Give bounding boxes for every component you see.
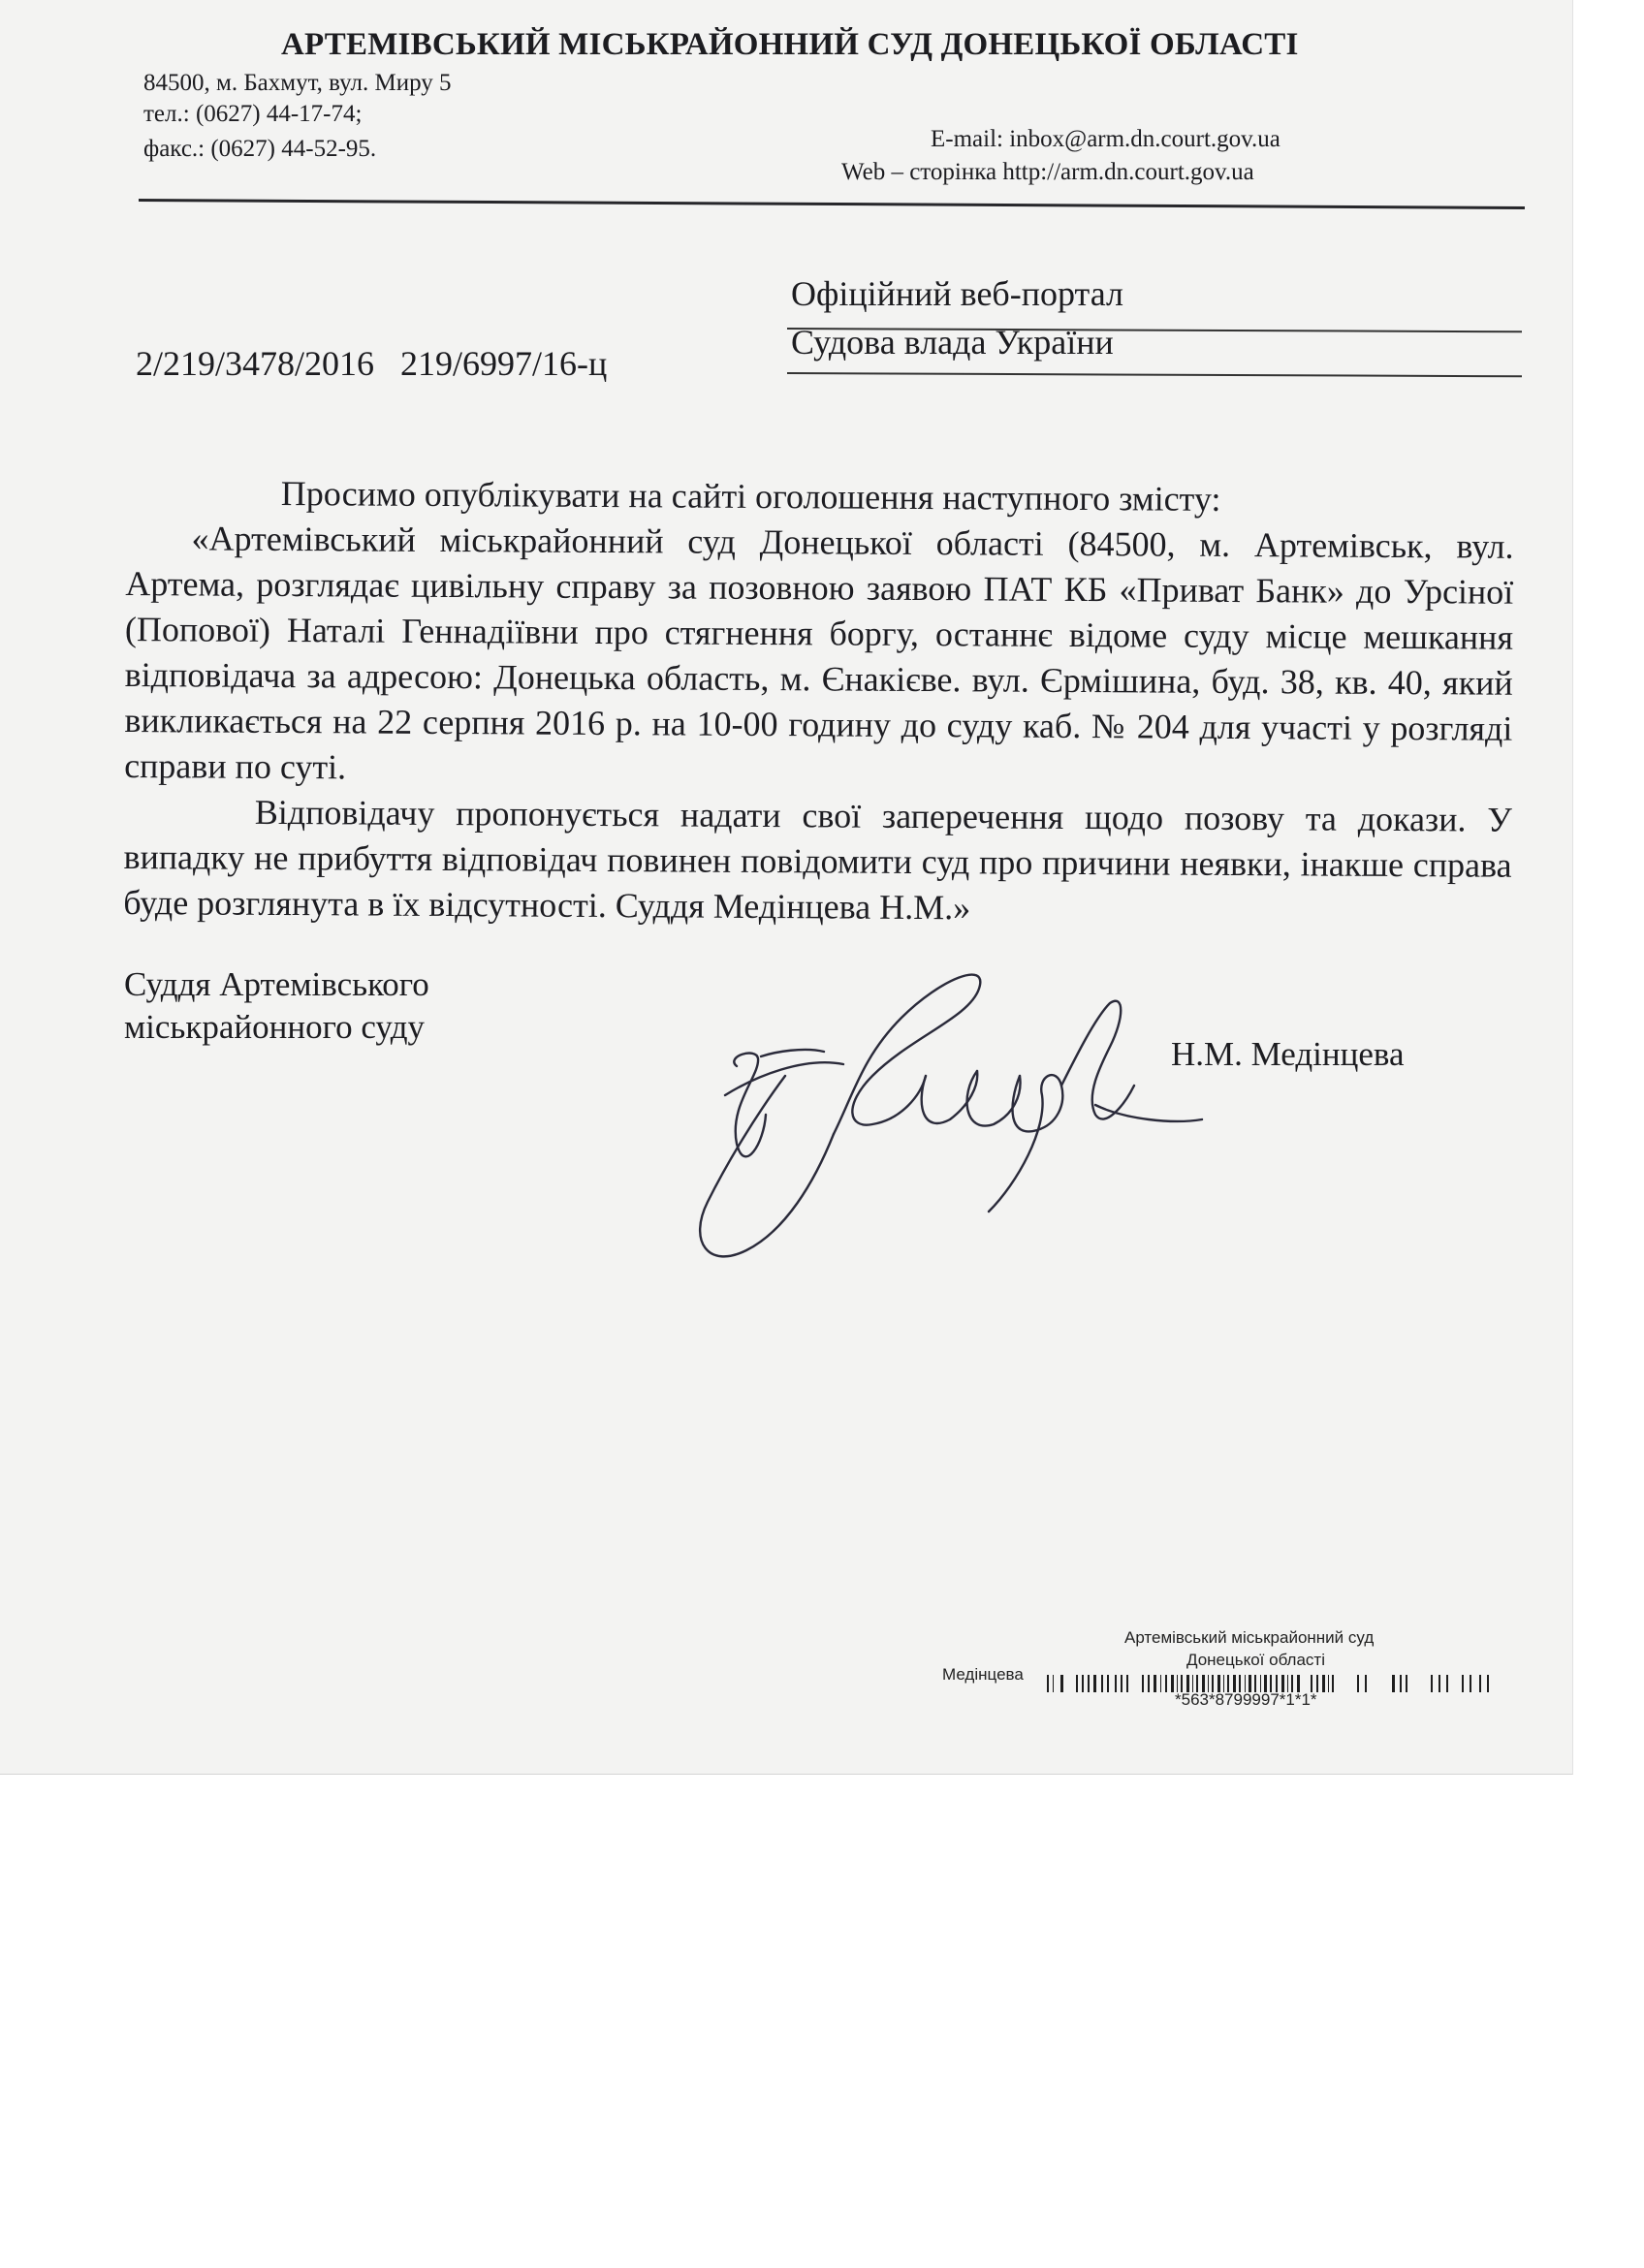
- request-paragraph: Просимо опублікувати на сайті оголошення наступного змісту:: [280, 473, 1221, 519]
- court-website: Web – сторінка http://arm.dn.court.gov.ua: [841, 159, 1254, 185]
- barcode-name: Медінцева: [942, 1665, 1024, 1684]
- judge-title-line-2: міськрайонного суду: [124, 1008, 426, 1046]
- barcode-org-line-1: Артемівський міськрайонний суд: [1124, 1628, 1375, 1647]
- court-name-heading: АРТЕМІВСЬКИЙ МІСЬКРАЙОННИЙ СУД ДОНЕЦЬКОЇ ОБЛАСТІ: [281, 27, 1299, 62]
- letterhead-divider: [139, 199, 1525, 209]
- court-fax: факс.: (0627) 44-52-95.: [143, 136, 377, 162]
- judge-title-line-1: Суддя Артемівського: [124, 965, 429, 1003]
- court-email: E-mail: inbox@arm.dn.court.gov.ua: [931, 126, 1280, 152]
- case-reference-number: 2/219/3478/2016 219/6997/16-ц: [136, 344, 608, 383]
- judge-name: Н.М. Медінцева: [1171, 1035, 1405, 1073]
- court-address: 84500, м. Бахмут, вул. Миру 5: [143, 70, 452, 96]
- announcement-paragraph: «Артемівський міськрайонний суд Донецької області (84500, м. Артемівськ, вул. Артема, розглядає цивільну справу за позовною заявою ПАТ КБ «Приват Банк» до Урсіної (Попової) Наталі Геннадіївни про стягнення боргу, останнє відоме суду місце мешкання відповідача за адресою: Донецька область, м. Єнакієве. вул. Єрмішина, буд. 38, кв. 40, який викликається на 22 серпня 2016 р. на 10-00 годину до суду каб. № 204 для участі у розгляді справи по суті.: [124, 519, 1514, 787]
- defendant-instructions-paragraph: Відповідачу пропонується надати свої заперечення щодо позову та докази. У випадку не прибуття відповідач повинен повідомити суд про причини неявки, інакше справа буде розглянута в їх відсутності. Суддя Медінцева Н.М.»: [123, 792, 1512, 928]
- barcode-code: *563*8799997*1*1*: [1175, 1690, 1317, 1709]
- recipient-underline-2: [787, 372, 1522, 377]
- recipient-line-2: Судова влада України: [791, 323, 1114, 362]
- barcode-org-line-2: Донецької області: [1186, 1651, 1325, 1669]
- announcement-body: [123, 470, 1514, 934]
- court-phone: тел.: (0627) 44-17-74;: [143, 101, 363, 127]
- handwritten-signature: [669, 960, 1212, 1279]
- recipient-line-1: Офіційний веб-портал: [791, 274, 1123, 313]
